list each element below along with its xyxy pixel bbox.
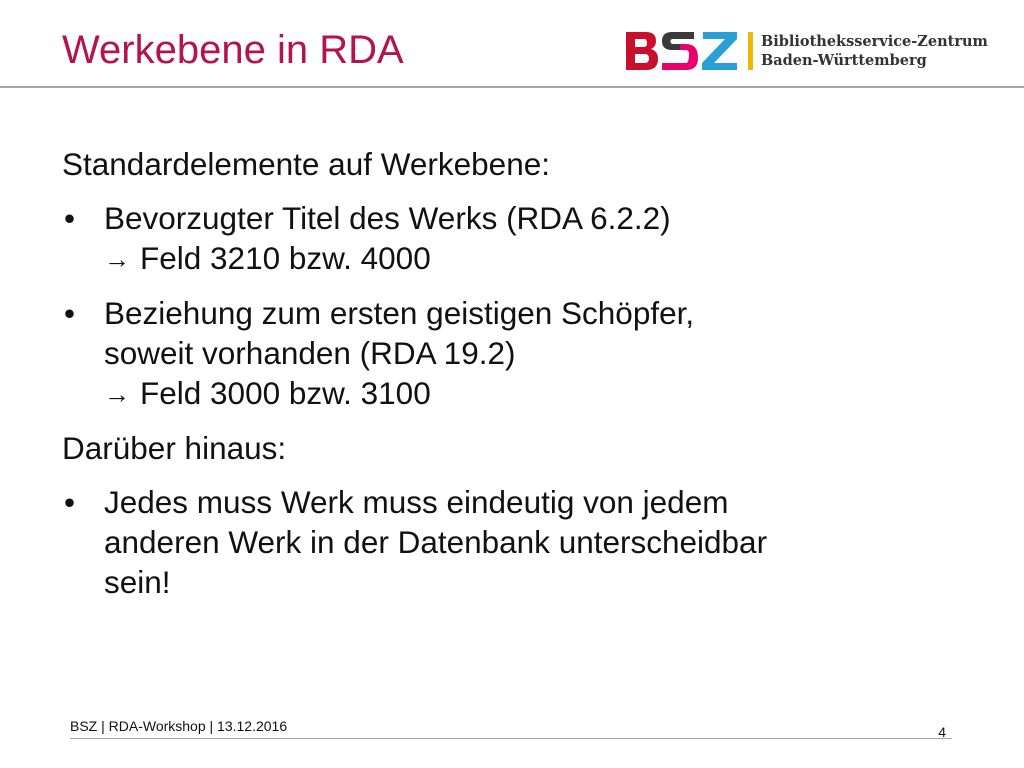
bullet-item — [62, 482, 982, 602]
bullet-dot-icon: • — [64, 200, 76, 236]
logo-accent-bar — [748, 32, 753, 70]
page-number: 4 — [938, 724, 946, 740]
footer-text: BSZ | RDA-Workshop | 13.12.2016 — [70, 718, 288, 734]
bullet-dot-icon: • — [64, 484, 76, 520]
bullet-line: anderen Werk in der Datenbank unterscheidbar — [104, 524, 768, 560]
intro-text: Standardelemente auf Werkebene: — [62, 146, 550, 182]
footer-divider — [70, 738, 952, 739]
logo-name-line1: Bibliotheksservice-Zentrum — [761, 33, 988, 50]
logo-name-line2: Baden-Württemberg — [761, 52, 927, 69]
bullet-dot-icon: • — [64, 295, 76, 331]
bsz-logo — [624, 28, 988, 74]
title-divider — [0, 86, 1024, 88]
bullet-line: Jedes muss Werk muss eindeutig von jedem — [104, 484, 729, 520]
slide-title: Werkebene in RDA — [62, 28, 404, 72]
arrow-right-icon: → — [104, 379, 130, 409]
bullet-line: soweit vorhanden (RDA 19.2) — [104, 335, 516, 371]
slide-body — [62, 144, 982, 616]
arrow-right-icon: → — [104, 244, 130, 274]
logo-organization-name — [761, 32, 988, 70]
bullet-line: Beziehung zum ersten geistigen Schöpfer, — [104, 295, 695, 331]
bullet-line: sein! — [104, 564, 171, 600]
arrow-target-text: Feld 3000 bzw. 3100 — [140, 375, 431, 411]
bullet-line: Bevorzugter Titel des Werks (RDA 6.2.2) — [104, 200, 671, 236]
bullet-arrow-line — [104, 373, 982, 414]
bsz-logo-letters-icon — [624, 28, 744, 74]
arrow-target-text: Feld 3210 bzw. 4000 — [140, 240, 431, 276]
bullet-item — [62, 293, 982, 414]
bullet-arrow-line — [104, 238, 982, 279]
bullet-item — [62, 198, 982, 279]
intro-text-2: Darüber hinaus: — [62, 430, 287, 466]
